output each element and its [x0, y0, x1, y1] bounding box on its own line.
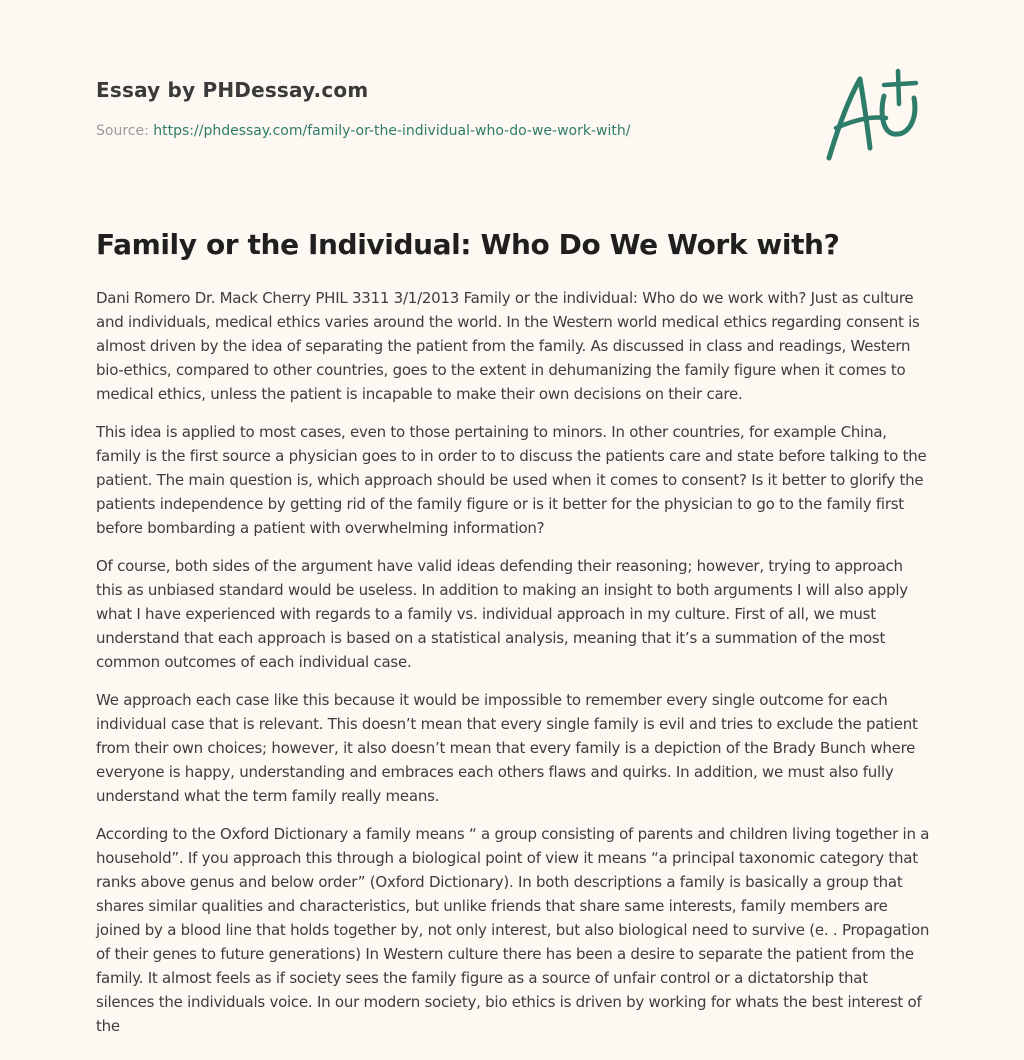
essay-paragraph: Of course, both sides of the argument have valid ideas defending their reasoning; however, trying to approach this as unbiased standard would be useless. In addition to making an insight to both arguments I will also apply what I have experienced with regards to a family vs. individual approach in my culture. First of all, we must understand that each approach is based on a statistical analysis, meaning that it’s a summation of the most common outcomes of each individual case. [96, 557, 908, 671]
essay-title: Family or the Individual: Who Do We Work with? [96, 228, 840, 261]
source-line [96, 121, 796, 141]
site-brand: Essay by PHDessay.com [96, 78, 369, 102]
essay-paragraph: This idea is applied to most cases, even to those pertaining to minors. In other countries, for example China, family is the first source a physician goes to in order to to discuss the patients care and state before talking to the patient. The main question is, which approach should be used when it comes to consent? Is it better to glorify the patients independence by getting rid of the family figure or is it better for the physician to go to the family first before bombarding a patient with overwhelming information? [96, 423, 927, 537]
page-header [96, 76, 796, 141]
essay-paragraph: According to the Oxford Dictionary a family means “ a group consisting of parents and children living together in a household”. If you approach this through a biological point of view it means “a principal taxonomic category that ranks above genus and below order” (Oxford Dictionary). In both descriptions a family is basically a group that shares similar qualities and characteristics, but unlike friends that share same interests, family members are joined by a blood line that holds together by, not only interest, but also biological need to survive (e. . Propagation of their genes to future generations) In Western culture there has been a desire to separate the patient from the family. It almost feels as if society sees the family figure as a source of unfair control or a dictatorship that silences the individuals voice. In our modern society, bio ethics is driven by working for whats the best interest of the [96, 825, 930, 1035]
essay-paragraph: We approach each case like this because it would be impossible to remember every single outcome for each individual case that is relevant. This doesn’t mean that every single family is evil and tries to exclude the patient from their own choices; however, it also doesn’t mean that every family is a depiction of the Brady Bunch where everyone is happy, understanding and embraces each others flaws and quirks. In addition, we must also fully understand what the term family really means. [96, 691, 918, 805]
source-link[interactable]: https://phdessay.com/family-or-the-individual-who-do-we-work-with/ [153, 123, 631, 139]
a-plus-logo-icon [820, 66, 928, 166]
source-label: Source: [96, 123, 154, 139]
essay-paragraph: Dani Romero Dr. Mack Cherry PHIL 3311 3/1/2013 Family or the individual: Who do we work with? Just as culture and individuals, medical ethics varies around the world. In the Western world medical ethics regarding consent is almost driven by the idea of separating the patient from the family. As discussed in class and readings, Western bio-ethics, compared to other countries, goes to the extent in dehumanizing the family figure when it comes to medical ethics, unless the patient is incapable to make their own decisions on their care. [96, 289, 920, 403]
essay-body [96, 286, 930, 1052]
